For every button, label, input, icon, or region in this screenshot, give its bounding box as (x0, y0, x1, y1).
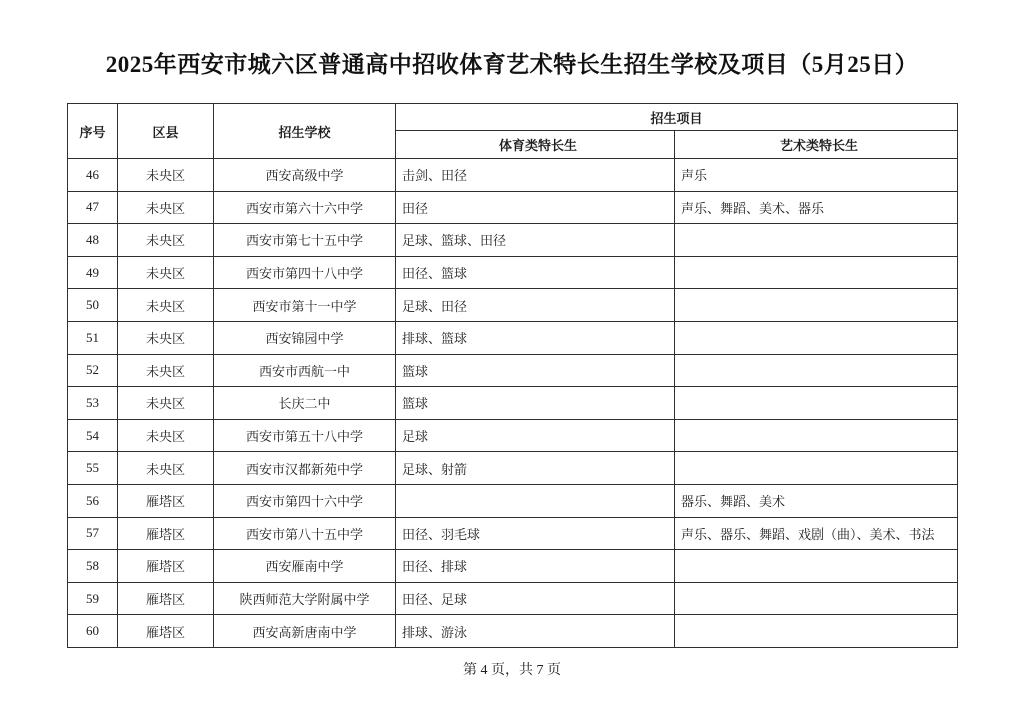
cell-arts (675, 419, 958, 452)
table-row (68, 484, 958, 517)
cell-district: 未央区 (118, 289, 214, 322)
cell-index: 55 (68, 452, 118, 485)
cell-school: 西安市第八十五中学 (214, 517, 396, 550)
cell-index: 53 (68, 387, 118, 420)
cell-school: 西安锦园中学 (214, 321, 396, 354)
header-sports: 体育类特长生 (396, 131, 675, 159)
table-row (68, 159, 958, 192)
table-body (68, 159, 958, 648)
table-row (68, 191, 958, 224)
header-arts: 艺术类特长生 (675, 131, 958, 159)
cell-school: 西安高新唐南中学 (214, 615, 396, 648)
cell-school: 西安市第五十八中学 (214, 419, 396, 452)
table-row (68, 256, 958, 289)
header-index: 序号 (68, 104, 118, 159)
table-row (68, 321, 958, 354)
cell-sports: 排球、游泳 (396, 615, 675, 648)
cell-index: 47 (68, 191, 118, 224)
schools-table (67, 103, 958, 648)
cell-arts (675, 582, 958, 615)
cell-arts: 器乐、舞蹈、美术 (675, 484, 958, 517)
cell-arts: 声乐 (675, 159, 958, 192)
cell-arts (675, 321, 958, 354)
cell-school: 西安市第十一中学 (214, 289, 396, 322)
page-title: 2025年西安市城六区普通高中招收体育艺术特长生招生学校及项目（5月25日） (105, 52, 919, 77)
cell-district: 未央区 (118, 419, 214, 452)
cell-arts: 声乐、舞蹈、美术、器乐 (675, 191, 958, 224)
cell-sports: 篮球 (396, 354, 675, 387)
cell-school: 西安市第四十八中学 (214, 256, 396, 289)
cell-sports: 足球、射箭 (396, 452, 675, 485)
cell-school: 西安市第七十五中学 (214, 224, 396, 257)
header-school: 招生学校 (214, 104, 396, 159)
cell-district: 雁塔区 (118, 550, 214, 583)
cell-district: 未央区 (118, 191, 214, 224)
table-row (68, 550, 958, 583)
cell-arts (675, 452, 958, 485)
cell-sports: 田径、足球 (396, 582, 675, 615)
cell-sports: 足球、田径 (396, 289, 675, 322)
cell-district: 雁塔区 (118, 517, 214, 550)
cell-district: 未央区 (118, 452, 214, 485)
cell-index: 52 (68, 354, 118, 387)
cell-index: 57 (68, 517, 118, 550)
table-row (68, 354, 958, 387)
cell-arts (675, 550, 958, 583)
cell-arts: 声乐、器乐、舞蹈、戏剧（曲）、美术、书法 (675, 517, 958, 550)
cell-school: 陕西师范大学附属中学 (214, 582, 396, 615)
cell-school: 西安雁南中学 (214, 550, 396, 583)
cell-arts (675, 289, 958, 322)
table-header (68, 104, 958, 159)
table-row (68, 615, 958, 648)
cell-district: 雁塔区 (118, 484, 214, 517)
table-row (68, 289, 958, 322)
cell-school: 西安高级中学 (214, 159, 396, 192)
cell-district: 未央区 (118, 387, 214, 420)
cell-index: 54 (68, 419, 118, 452)
cell-sports: 足球、篮球、田径 (396, 224, 675, 257)
cell-sports: 击剑、田径 (396, 159, 675, 192)
cell-index: 59 (68, 582, 118, 615)
cell-district: 未央区 (118, 224, 214, 257)
table-row (68, 224, 958, 257)
cell-sports: 足球 (396, 419, 675, 452)
cell-district: 未央区 (118, 256, 214, 289)
cell-index: 51 (68, 321, 118, 354)
table-row (68, 387, 958, 420)
cell-school: 长庆二中 (214, 387, 396, 420)
cell-district: 未央区 (118, 321, 214, 354)
cell-arts (675, 615, 958, 648)
cell-index: 58 (68, 550, 118, 583)
cell-sports: 田径 (396, 191, 675, 224)
cell-index: 50 (68, 289, 118, 322)
cell-index: 56 (68, 484, 118, 517)
cell-district: 未央区 (118, 159, 214, 192)
cell-sports: 篮球 (396, 387, 675, 420)
cell-school: 西安市汉都新苑中学 (214, 452, 396, 485)
cell-index: 60 (68, 615, 118, 648)
header-district: 区县 (118, 104, 214, 159)
cell-sports: 排球、篮球 (396, 321, 675, 354)
page-number: 第 4 页，共 7 页 (463, 662, 561, 678)
cell-index: 49 (68, 256, 118, 289)
table-row (68, 452, 958, 485)
cell-arts (675, 387, 958, 420)
cell-district: 雁塔区 (118, 582, 214, 615)
cell-district: 雁塔区 (118, 615, 214, 648)
cell-district: 未央区 (118, 354, 214, 387)
cell-sports: 田径、篮球 (396, 256, 675, 289)
table-row (68, 517, 958, 550)
cell-arts (675, 354, 958, 387)
header-projects: 招生项目 (396, 104, 958, 131)
cell-school: 西安市第四十六中学 (214, 484, 396, 517)
cell-school: 西安市第六十六中学 (214, 191, 396, 224)
cell-sports: 田径、排球 (396, 550, 675, 583)
cell-sports: 田径、羽毛球 (396, 517, 675, 550)
cell-index: 46 (68, 159, 118, 192)
table-row (68, 582, 958, 615)
cell-arts (675, 224, 958, 257)
table-row (68, 419, 958, 452)
cell-arts (675, 256, 958, 289)
cell-school: 西安市西航一中 (214, 354, 396, 387)
cell-sports (396, 484, 675, 517)
cell-index: 48 (68, 224, 118, 257)
